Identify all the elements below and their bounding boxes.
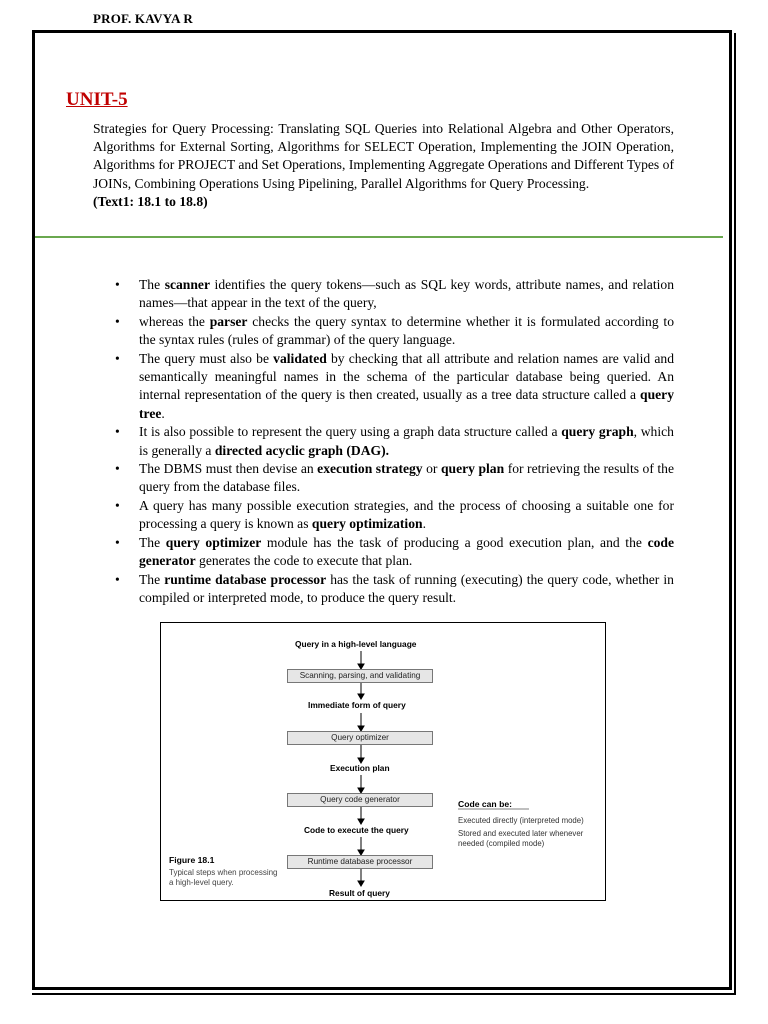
bullet-bold-term: execution strategy xyxy=(317,461,423,477)
code-option-compiled-line1: Stored and executed later whenever xyxy=(458,829,584,838)
unit-title: UNIT-5 xyxy=(66,89,128,110)
figure-box-scanning: Scanning, parsing, and validating xyxy=(287,669,433,683)
bullet-item xyxy=(112,313,674,350)
bullet-text: The DBMS must then devise an xyxy=(139,461,318,477)
bullet-text: identifies the query tokens—such as SQL key words, attribute names, and relation names—that appear in the text of the query, xyxy=(139,277,674,311)
bullet-text: , which is generally a xyxy=(139,424,674,458)
bullet-item xyxy=(112,423,674,460)
bullet-item xyxy=(112,276,674,313)
bullet-dot-icon: • xyxy=(115,350,120,366)
bullet-dot-icon: • xyxy=(115,534,120,550)
bullet-dot-icon: • xyxy=(115,571,120,587)
bullet-text: checks the query syntax to determine whether it is formulated according to the syntax rules (rules of grammar) of the query language. xyxy=(139,313,674,348)
bullet-bold-term: query tree xyxy=(139,387,674,421)
figure-label-result: Result of query xyxy=(329,888,390,898)
bullet-bold-term: query plan xyxy=(440,461,505,477)
bullet-text: . xyxy=(422,516,426,532)
bullet-bold-term: code generator xyxy=(139,534,674,569)
bullet-text: A query has many possible execution strategies, and the process of choosing a suitable one for processing a query is known as xyxy=(139,497,674,532)
bullet-item xyxy=(112,534,674,571)
bullet-text: The xyxy=(139,277,165,292)
figure-box-optimizer: Query optimizer xyxy=(287,731,433,745)
bullet-text: has the task of running (executing) the query code, whether in compiled or interpreted mode, to produce the query result. xyxy=(139,571,674,605)
syllabus-text: Strategies for Query Processing: Translating SQL Queries into Relational Algebra and Other Operators, Algorithms for External Sorting, Algorithms for SELECT Operation, Implementing the JOIN Operation, Algorithms for PROJECT and Set Operations, Implementing Aggregate Operations and Different Types of JOINs, Combining Operations Using Pipelining, Parallel Algorithms for Query Processing. xyxy=(93,121,674,191)
figure-caption: Figure 18.1 xyxy=(169,855,215,865)
bullet-bold-term: directed acyclic graph (DAG). xyxy=(214,442,390,458)
bullet-item xyxy=(112,350,674,424)
bullet-text: . xyxy=(161,405,165,421)
bullet-bold-term: runtime database processor xyxy=(164,571,327,587)
bullet-dot-icon: • xyxy=(115,313,120,329)
bullet-bold-term: query optimizer xyxy=(165,534,262,550)
figure-box-code-generator: Query code generator xyxy=(287,793,433,807)
page-border-shadow-right xyxy=(734,33,736,995)
bullet-bold-term: query optimization xyxy=(311,516,423,532)
bullet-text: module has the task of producing a good execution plan, and the xyxy=(261,534,648,550)
author-name: PROF. KAVYA R xyxy=(93,11,194,26)
bullet-text: The query must also be xyxy=(139,350,274,366)
bullet-bold-term: query graph xyxy=(561,424,634,440)
figure-18-1 xyxy=(160,622,606,901)
bullet-list xyxy=(112,276,674,607)
figure-top-label: Query in a high-level language xyxy=(295,639,417,649)
code-option-compiled-line2: needed (compiled mode) xyxy=(458,839,545,848)
bullet-dot-icon: • xyxy=(115,497,120,513)
figure-label-code: Code to execute the query xyxy=(304,825,409,835)
figure-box-runtime: Runtime database processor xyxy=(287,855,433,869)
figure-caption-description: Typical steps when processing a high-level query. xyxy=(169,868,278,887)
bullet-text: generates the code to execute that plan. xyxy=(195,553,413,569)
section-divider xyxy=(35,236,723,238)
figure-label-plan: Execution plan xyxy=(330,763,390,773)
bullet-text: It is also possible to represent the query using a graph data structure called a xyxy=(139,424,562,440)
bullet-text: for retrieving the results of the query from the database files. xyxy=(139,461,674,495)
bullet-dot-icon: • xyxy=(115,461,120,477)
bullet-bold-term: validated xyxy=(273,350,327,366)
bullet-bold-term: scanner xyxy=(164,277,210,292)
figure-label-intermediate: Immediate form of query xyxy=(308,700,406,710)
code-option-interpreted: Executed directly (interpreted mode) xyxy=(458,816,584,825)
bullet-text: or xyxy=(422,461,441,477)
bullet-dot-icon: • xyxy=(115,424,120,440)
bullet-text: whereas the xyxy=(139,313,210,329)
bullet-item xyxy=(112,497,674,534)
page-border-shadow-bottom xyxy=(32,993,736,995)
bullet-item xyxy=(112,571,674,608)
syllabus-paragraph xyxy=(93,120,674,211)
bullet-text: The xyxy=(139,534,166,550)
bullet-text: by checking that all attribute and relation names are valid and semantically meaningful names in the schema of the particular database being queried. An internal representation of the query is then created, usually as a tree data structure called a xyxy=(139,350,674,403)
bullet-dot-icon: • xyxy=(115,277,120,292)
bullet-bold-term: parser xyxy=(209,313,248,329)
bullet-text: The xyxy=(139,571,165,587)
code-options-title: Code can be: xyxy=(458,799,512,809)
syllabus-reference: (Text1: 18.1 to 18.8) xyxy=(93,193,208,209)
bullet-item xyxy=(112,460,674,497)
